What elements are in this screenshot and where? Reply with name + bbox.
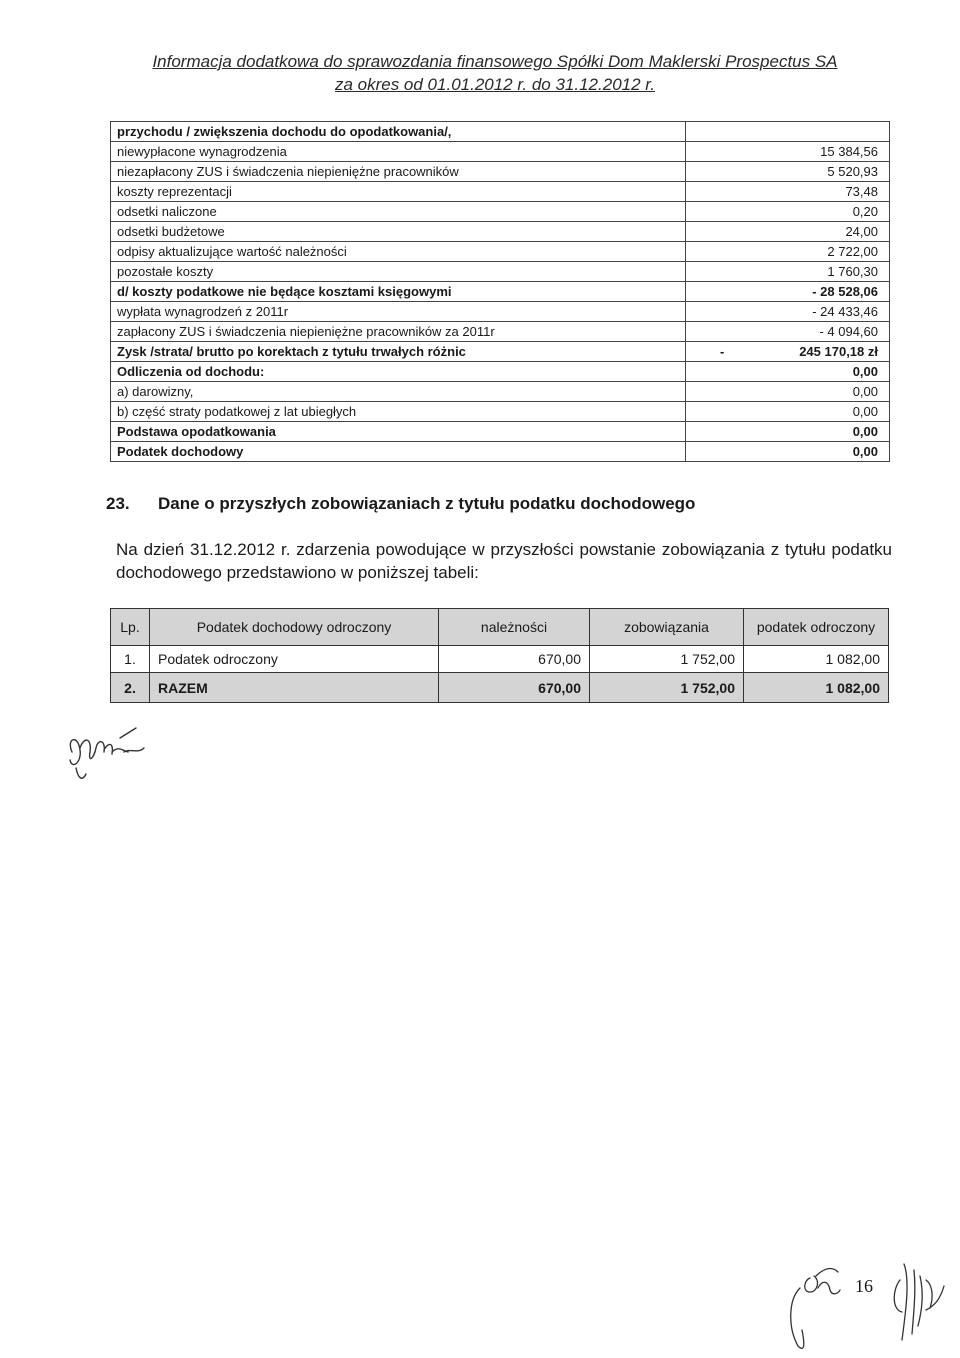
table-total-row xyxy=(111,673,889,703)
row-label: d/ koszty podatkowe nie będące kosztami księgowymi xyxy=(111,282,686,302)
row-label: Podatek dochodowy xyxy=(111,442,686,462)
row-value: 15 384,56 xyxy=(820,144,878,159)
row-value-cell xyxy=(686,322,890,342)
table-row xyxy=(111,202,890,222)
cell-liabilities: 1 752,00 xyxy=(590,646,744,673)
row-value: 245 170,18 zł xyxy=(799,344,878,359)
value-prefix: - xyxy=(720,344,725,359)
row-value-cell xyxy=(686,122,890,142)
header-period: za okres od 01.01.2012 r. do 31.12.2012 r. xyxy=(334,75,656,94)
row-value-cell xyxy=(686,342,890,362)
row-label: odsetki naliczone xyxy=(111,202,686,222)
row-label: Podstawa opodatkowania xyxy=(111,422,686,442)
row-value-cell xyxy=(686,242,890,262)
row-value: - 24 433,46 xyxy=(812,304,878,319)
tax-table-body xyxy=(111,122,890,462)
row-label: koszty reprezentacji xyxy=(111,182,686,202)
row-value: 73,48 xyxy=(845,184,878,199)
row-label: zapłacony ZUS i świadczenia niepieniężne pracowników za 2011r xyxy=(111,322,686,342)
row-value: 0,00 xyxy=(852,384,878,399)
row-label: pozostałe koszty xyxy=(111,262,686,282)
row-value: - 28 528,06 xyxy=(812,284,878,299)
cell-description: RAZEM xyxy=(150,673,439,703)
section-heading xyxy=(106,494,695,514)
table-header-row xyxy=(111,609,889,646)
table-row xyxy=(111,422,890,442)
row-value: 0,20 xyxy=(852,204,878,219)
col-header-liabilities: zobowiązania xyxy=(590,609,744,646)
cell-description: Podatek odroczony xyxy=(150,646,439,673)
tax-calculation-table xyxy=(110,121,890,462)
row-label: przychodu / zwiększenia dochodu do opodatkowania/, xyxy=(111,122,686,142)
row-label: wypłata wynagrodzeń z 2011r xyxy=(111,302,686,322)
handwritten-signature-left xyxy=(58,712,168,787)
row-value: 0,00 xyxy=(852,444,878,459)
table-row xyxy=(111,162,890,182)
row-label: a) darowizny, xyxy=(111,382,686,402)
cell-lp: 1. xyxy=(111,646,150,673)
row-label: b) część straty podatkowej z lat ubiegłych xyxy=(111,402,686,422)
section-paragraph: Na dzień 31.12.2012 r. zdarzenia powodujące w przyszłości powstanie zobowiązania z tytułu podatku dochodowego przedstawiono w poniższej tabeli: xyxy=(116,540,892,582)
cell-receivables: 670,00 xyxy=(439,673,590,703)
row-label: Odliczenia od dochodu: xyxy=(111,362,686,382)
row-value-cell xyxy=(686,142,890,162)
row-value: 5 520,93 xyxy=(827,164,878,179)
table-row xyxy=(111,646,889,673)
row-value-cell xyxy=(686,402,890,422)
section-number: 23. xyxy=(106,494,130,513)
row-value-cell xyxy=(686,262,890,282)
cell-deferred-tax: 1 082,00 xyxy=(744,673,889,703)
table-row xyxy=(111,262,890,282)
table-row xyxy=(111,442,890,462)
table-row xyxy=(111,322,890,342)
row-label: odpisy aktualizujące wartość należności xyxy=(111,242,686,262)
row-label: Zysk /strata/ brutto po korektach z tytułu trwałych różnic xyxy=(111,342,686,362)
table-row xyxy=(111,342,890,362)
table-row xyxy=(111,302,890,322)
deferred-tax-table xyxy=(110,608,889,703)
row-value: 24,00 xyxy=(845,224,878,239)
table-row xyxy=(111,362,890,382)
col-header-receivables: należności xyxy=(439,609,590,646)
table-row xyxy=(111,142,890,162)
row-value: 0,00 xyxy=(852,424,878,439)
row-label: niewypłacone wynagrodzenia xyxy=(111,142,686,162)
table-row xyxy=(111,182,890,202)
document-header xyxy=(0,50,960,96)
table-row xyxy=(111,122,890,142)
table-row xyxy=(111,282,890,302)
page-number: 16 xyxy=(855,1276,873,1296)
row-value-cell xyxy=(686,222,890,242)
table-row xyxy=(111,382,890,402)
row-value: - 4 094,60 xyxy=(819,324,878,339)
header-title: Informacja dodatkowa do sprawozdania finansowego Spółki Dom Maklerski Prospectus SA xyxy=(152,52,838,71)
row-value-cell xyxy=(686,362,890,382)
row-value-cell xyxy=(686,182,890,202)
row-value-cell xyxy=(686,382,890,402)
col-header-description: Podatek dochodowy odroczony xyxy=(150,609,439,646)
row-value-cell xyxy=(686,282,890,302)
row-value-cell xyxy=(686,162,890,182)
table-row xyxy=(111,222,890,242)
handwritten-initials-bottom-right xyxy=(886,1250,956,1355)
col-header-deferred-tax: podatek odroczony xyxy=(744,609,889,646)
cell-lp: 2. xyxy=(111,673,150,703)
handwritten-initials-bottom-left xyxy=(780,1250,850,1355)
row-value-cell xyxy=(686,442,890,462)
table-row xyxy=(111,402,890,422)
row-value-cell xyxy=(686,202,890,222)
row-value: 1 760,30 xyxy=(827,264,878,279)
row-label: niezapłacony ZUS i świadczenia niepieniężne pracowników xyxy=(111,162,686,182)
row-value: 0,00 xyxy=(852,404,878,419)
cell-receivables: 670,00 xyxy=(439,646,590,673)
row-value-cell xyxy=(686,302,890,322)
row-value: 2 722,00 xyxy=(827,244,878,259)
section-title: Dane o przyszłych zobowiązaniach z tytułu podatku dochodowego xyxy=(158,494,696,513)
row-value: 0,00 xyxy=(852,364,878,379)
cell-liabilities: 1 752,00 xyxy=(590,673,744,703)
row-value-cell xyxy=(686,422,890,442)
cell-deferred-tax: 1 082,00 xyxy=(744,646,889,673)
table-row xyxy=(111,242,890,262)
row-label: odsetki budżetowe xyxy=(111,222,686,242)
col-header-lp: Lp. xyxy=(111,609,150,646)
